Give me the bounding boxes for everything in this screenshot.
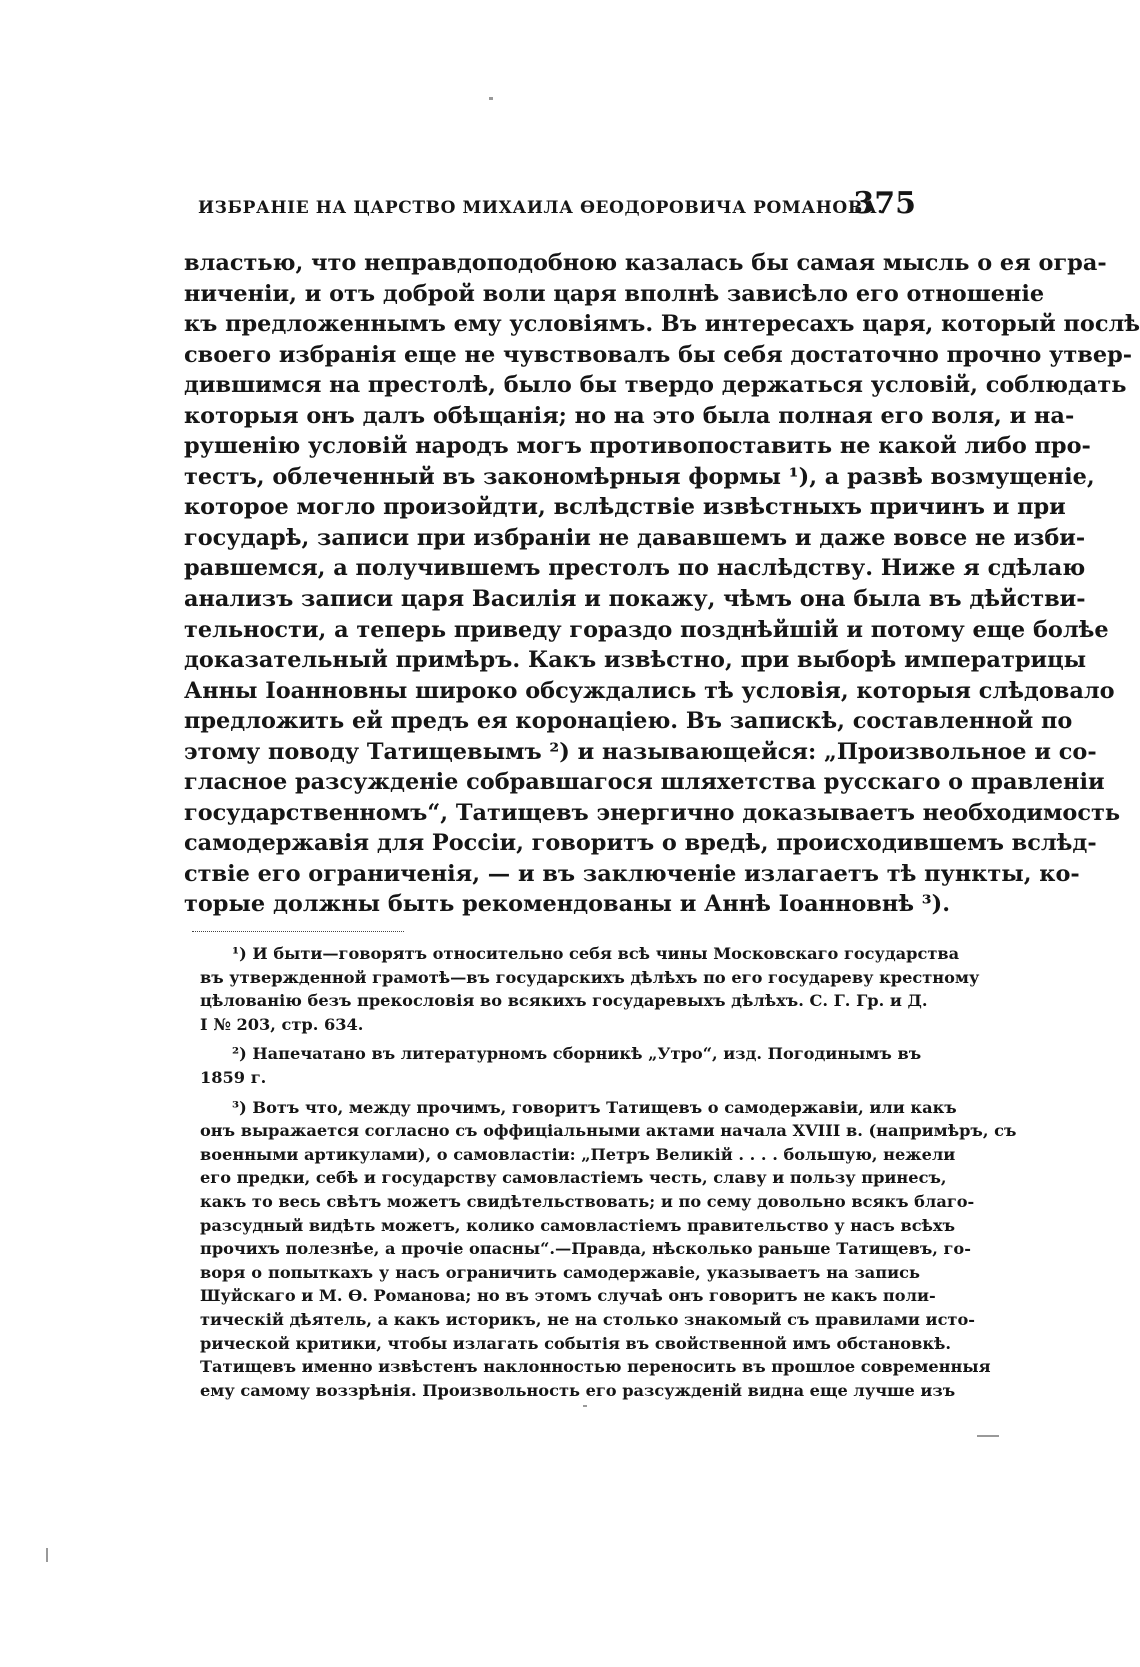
scan-speck — [489, 97, 493, 100]
text-line: гласное разсужденіе собравшагося шляхетства русскаго о правленіи — [184, 769, 1105, 796]
footnote-line: ¹) И быти—говорятъ относительно себя всѣ чины Московскаго государства — [232, 944, 960, 963]
running-title: ИЗБРАНІЕ НА ЦАРСТВО МИХАИЛА ѲЕОДОРОВИЧА РОМАНОВА. — [198, 198, 884, 218]
text-line: этому поводу Татищевымъ ²) и называющейся: „Произвольное и со- — [184, 738, 1097, 765]
text-line: доказательный примѣръ. Какъ извѣстно, при выборѣ императрицы — [184, 647, 1087, 674]
footnote — [200, 1096, 1017, 1403]
text-line: своего избранія еще не чувствовалъ бы себя достаточно прочно утвер- — [184, 341, 1133, 368]
footnote-line: ³) Вотъ что, между прочимъ, говоритъ Татищевъ о самодержавіи, или какъ — [232, 1097, 957, 1117]
footnote-line: военными артикулами), о самовластіи: „Петръ Великій . . . . большую, нежели — [200, 1144, 956, 1164]
footnotes — [200, 942, 1017, 1402]
text-line: государѣ, записи при избраніи не дававшемъ и даже вовсе не изби- — [184, 524, 1086, 551]
text-line: равшемся, а получившемъ престолъ по наслѣдству. Ниже я сдѣлаю — [184, 555, 1086, 582]
footnote-line: ему самому воззрѣнія. Произвольность его разсужденій видна еще лучше изъ — [200, 1380, 956, 1400]
footnote-line: 1859 г. — [200, 1067, 267, 1087]
footnote — [200, 942, 980, 1036]
text-line: которое могло произойдти, вслѣдствіе извѣстныхъ причинъ и при — [184, 494, 1066, 521]
footnote-separator — [192, 931, 404, 932]
footnote — [200, 1042, 920, 1089]
text-line: которыя онъ далъ обѣщанія; но на это была полная его воля, и на- — [184, 402, 1075, 429]
main-text — [184, 248, 1140, 920]
text-line: предложить ей предъ ея коронаціею. Въ запискѣ, составленной по — [184, 708, 1073, 735]
footnote-line: его предки, себѣ и государству самовластіемъ честь, славу и пользу принесъ, — [200, 1168, 947, 1188]
footnote-line: ²) Напечатано въ литературномъ сборникѣ „Утро“, изд. Погодинымъ въ — [232, 1044, 922, 1064]
footnote-line: тическій дѣятель, а какъ историкъ, не на столько знакомый съ правилами исто- — [200, 1309, 975, 1329]
footnote-line: онъ выражается согласно съ оффиціальными актами начала XVIII в. (напримѣръ, съ — [200, 1121, 1017, 1141]
scan-speck — [46, 1548, 48, 1562]
footnote-line: I № 203, стр. 634. — [200, 1014, 364, 1034]
text-line: тестъ, облеченный въ закономѣрныя формы ¹), а развѣ возмущеніе, — [184, 463, 1095, 490]
footnote-line: какъ то весь свѣтъ можетъ свидѣтельствовать; и по сему довольно всякъ благо- — [200, 1191, 975, 1211]
text-line: государственномъ“, Татищевъ энергично доказываетъ необходимость — [184, 799, 1121, 826]
footnote-line: Татищевъ именно извѣстенъ наклонностью переносить въ прошлое современныя — [200, 1357, 991, 1377]
text-line: ствіе его ограниченія, — и въ заключеніе излагаетъ тѣ пункты, ко- — [184, 860, 1080, 887]
footnote-line: Шуйскаго и М. Ѳ. Романова; но въ этомъ случаѣ онъ говоритъ не какъ поли- — [200, 1286, 936, 1306]
scan-speck — [977, 1435, 999, 1437]
text-line: Анны Іоанновны широко обсуждались тѣ условія, которыя слѣдовало — [184, 677, 1115, 704]
page-header — [188, 186, 916, 226]
text-line: ниченіи, и отъ доброй воли царя вполнѣ зависѣло его отношеніе — [184, 280, 1045, 307]
text-line: анализъ записи царя Василія и покажу, чѣмъ она была въ дѣйстви- — [184, 586, 1086, 613]
text-line: властью, что неправдоподобною казалась бы самая мысль о ея огра- — [184, 250, 1107, 276]
footnote-line: рической критики, чтобы излагать событія въ свойственной имъ обстановкѣ. — [200, 1333, 952, 1353]
footnote-line: въ утвержденной грамотѣ—въ государскихъ дѣлѣхъ по его государеву крестному — [200, 967, 980, 987]
text-line: торые должны быть рекомендованы и Аннѣ Іоанновнѣ ³). — [184, 891, 950, 918]
footnote-line: прочихъ полезнѣе, а прочіе опасны“.—Правда, нѣсколько раньше Татищевъ, го- — [200, 1239, 971, 1259]
text-line: дившимся на престолѣ, было бы твердо держаться условій, соблюдать — [184, 372, 1127, 399]
footnote-line: разсудный видѣть можетъ, колико самовластіемъ правительство у насъ всѣхъ — [200, 1215, 955, 1235]
page-number: 375 — [853, 186, 916, 221]
text-line: къ предложеннымъ ему условіямъ. Въ интересахъ царя, который послѣ — [184, 311, 1140, 338]
text-line: рушенію условій народъ могъ противопоставить не какой либо про- — [184, 433, 1091, 460]
text-line: самодержавія для Россіи, говоритъ о вредѣ, происходившемъ вслѣд- — [184, 830, 1097, 857]
scan-speck — [583, 1405, 587, 1407]
text-line: тельности, а теперь приведу гораздо позднѣйшій и потому еще болѣе — [184, 616, 1109, 643]
footnote-line: воря о попыткахъ у насъ ограничить самодержавіе, указываетъ на запись — [200, 1262, 920, 1282]
footnote-line: цѣлованію безъ прекословія во всякихъ государевыхъ дѣлѣхъ. С. Г. Гр. и Д. — [200, 991, 928, 1011]
